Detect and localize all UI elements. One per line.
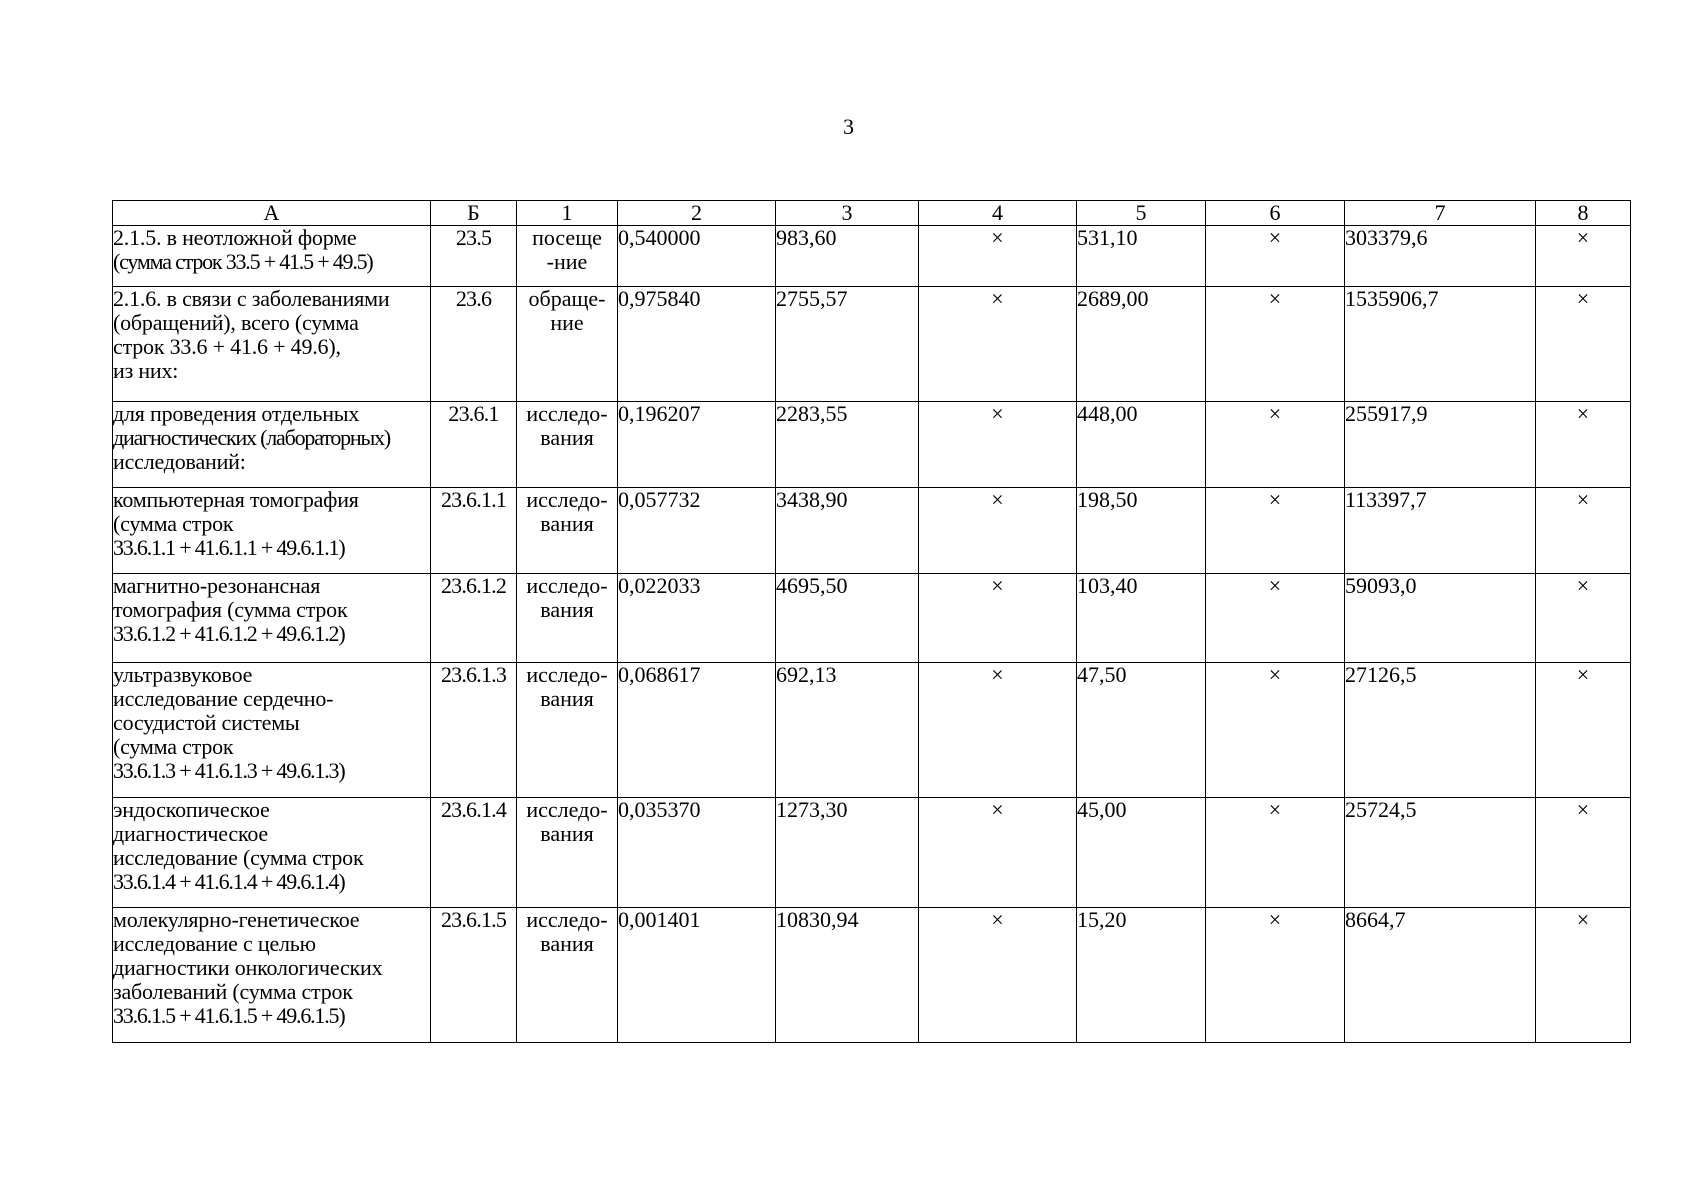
row-unit-line: исследо- <box>526 487 608 512</box>
row-name-line: сосудистой системы <box>113 710 300 735</box>
row-name-line: исследований: <box>113 449 246 474</box>
row-name-cell <box>113 402 431 488</box>
row-col-5: 531,10 <box>1077 226 1206 287</box>
row-col-7: 59093,0 <box>1345 574 1536 663</box>
row-col-3: 2283,55 <box>776 402 919 488</box>
row-col-6: × <box>1206 798 1345 908</box>
row-col-6: × <box>1206 574 1345 663</box>
row-col-4: × <box>919 226 1077 287</box>
row-code: 23.6 <box>431 287 517 402</box>
row-col-8: × <box>1536 574 1631 663</box>
row-name-line: исследование с целью <box>113 931 316 956</box>
row-name-line: заболеваний (сумма строк <box>113 979 353 1004</box>
row-name-line: 33.6.1.2 + 41.6.1.2 + 49.6.1.2) <box>113 621 345 646</box>
row-name-cell <box>113 798 431 908</box>
row-name-line: компьютерная томография <box>113 487 359 512</box>
row-col-8: × <box>1536 663 1631 798</box>
row-unit-line: вания <box>540 425 594 450</box>
row-unit <box>517 226 618 287</box>
row-col-7: 1535906,7 <box>1345 287 1536 402</box>
row-name-cell <box>113 488 431 574</box>
row-name-cell <box>113 908 431 1043</box>
row-col-4: × <box>919 402 1077 488</box>
row-col-8: × <box>1536 226 1631 287</box>
page-number: 3 <box>843 114 854 139</box>
row-code: 23.6.1.1 <box>431 488 517 574</box>
row-unit-line: исследо- <box>526 662 608 687</box>
row-col-2: 0,035370 <box>618 798 776 908</box>
row-unit-line: вания <box>540 686 594 711</box>
row-unit <box>517 287 618 402</box>
row-name-line: эндоскопическое <box>113 797 270 822</box>
row-col-4: × <box>919 287 1077 402</box>
row-col-8: × <box>1536 402 1631 488</box>
header-cell-8: 8 <box>1536 201 1631 226</box>
table-row <box>113 663 1631 798</box>
row-col-5: 15,20 <box>1077 908 1206 1043</box>
header-cell-5: 5 <box>1077 201 1206 226</box>
row-col-6: × <box>1206 663 1345 798</box>
row-unit <box>517 908 618 1043</box>
header-cell-6: 6 <box>1206 201 1345 226</box>
row-col-2: 0,001401 <box>618 908 776 1043</box>
row-code: 23.6.1.5 <box>431 908 517 1043</box>
row-col-2: 0,022033 <box>618 574 776 663</box>
row-col-7: 8664,7 <box>1345 908 1536 1043</box>
row-col-3: 4695,50 <box>776 574 919 663</box>
row-name-line: строк 33.6 + 41.6 + 49.6), <box>113 334 341 359</box>
row-unit-line: вания <box>540 597 594 622</box>
row-col-4: × <box>919 574 1077 663</box>
row-col-7: 27126,5 <box>1345 663 1536 798</box>
row-name-line: диагностическое <box>113 821 268 846</box>
row-name-line: ультразвуковое <box>113 662 253 687</box>
row-name-line: из них: <box>113 358 179 383</box>
row-name-line: исследование сердечно- <box>113 686 334 711</box>
row-col-8: × <box>1536 798 1631 908</box>
row-col-4: × <box>919 663 1077 798</box>
row-unit <box>517 663 618 798</box>
table-row <box>113 574 1631 663</box>
row-col-2: 0,975840 <box>618 287 776 402</box>
row-name-cell <box>113 226 431 287</box>
row-unit-line: исследо- <box>526 401 608 426</box>
row-col-3: 2755,57 <box>776 287 919 402</box>
row-unit <box>517 574 618 663</box>
row-code: 23.6.1.2 <box>431 574 517 663</box>
row-col-7: 303379,6 <box>1345 226 1536 287</box>
row-name-line: исследование (сумма строк <box>113 845 364 870</box>
row-name-line: для проведения отдельных <box>113 401 360 426</box>
row-col-8: × <box>1536 488 1631 574</box>
row-unit-line: ние <box>550 310 584 335</box>
table-row <box>113 287 1631 402</box>
row-unit-line: исследо- <box>526 573 608 598</box>
row-col-5: 47,50 <box>1077 663 1206 798</box>
row-unit-line: -ние <box>546 249 588 274</box>
row-name-cell <box>113 574 431 663</box>
row-col-7: 113397,7 <box>1345 488 1536 574</box>
row-col-4: × <box>919 798 1077 908</box>
row-col-7: 25724,5 <box>1345 798 1536 908</box>
row-name-line: диагностики онкологических <box>113 955 383 980</box>
row-name-line: 33.6.1.5 + 41.6.1.5 + 49.6.1.5) <box>113 1003 345 1028</box>
row-unit-line: вания <box>540 931 594 956</box>
row-unit-line: исследо- <box>526 797 608 822</box>
row-col-8: × <box>1536 908 1631 1043</box>
table-row <box>113 488 1631 574</box>
row-name-line: 2.1.5. в неотложной форме <box>113 225 357 250</box>
row-col-2: 0,540000 <box>618 226 776 287</box>
header-cell-3: 3 <box>776 201 919 226</box>
row-unit-line: посеще <box>532 225 602 250</box>
row-code: 23.6.1 <box>431 402 517 488</box>
row-name-line: (сумма строк <box>113 511 234 536</box>
row-name-cell <box>113 287 431 402</box>
row-name-line: (сумма строк <box>113 734 234 759</box>
row-col-6: × <box>1206 287 1345 402</box>
table-row <box>113 226 1631 287</box>
row-name-line: молекулярно-генетическое <box>113 907 360 932</box>
row-unit-line: обраще- <box>528 286 606 311</box>
row-col-5: 103,40 <box>1077 574 1206 663</box>
header-row <box>113 201 1631 226</box>
header-cell-1: 1 <box>517 201 618 226</box>
row-unit-line: вания <box>540 511 594 536</box>
table-row <box>113 798 1631 908</box>
row-col-5: 2689,00 <box>1077 287 1206 402</box>
data-table <box>112 200 1631 1043</box>
header-cell-b: Б <box>431 201 517 226</box>
row-col-3: 10830,94 <box>776 908 919 1043</box>
row-name-line: 33.6.1.1 + 41.6.1.1 + 49.6.1.1) <box>113 535 345 560</box>
row-col-2: 0,057732 <box>618 488 776 574</box>
row-unit <box>517 798 618 908</box>
row-col-2: 0,068617 <box>618 663 776 798</box>
row-col-3: 3438,90 <box>776 488 919 574</box>
row-unit <box>517 402 618 488</box>
row-col-3: 983,60 <box>776 226 919 287</box>
row-col-6: × <box>1206 402 1345 488</box>
row-name-line: магнитно-резонансная <box>113 573 321 598</box>
row-col-3: 692,13 <box>776 663 919 798</box>
row-col-2: 0,196207 <box>618 402 776 488</box>
row-col-4: × <box>919 908 1077 1043</box>
row-col-6: × <box>1206 488 1345 574</box>
row-name-line: диагностических (лабораторных) <box>113 425 390 450</box>
row-col-6: × <box>1206 226 1345 287</box>
header-cell-7: 7 <box>1345 201 1536 226</box>
row-unit <box>517 488 618 574</box>
row-code: 23.5 <box>431 226 517 287</box>
row-name-line: 33.6.1.3 + 41.6.1.3 + 49.6.1.3) <box>113 758 345 783</box>
row-name-line: (обращений), всего (сумма <box>113 310 359 335</box>
row-col-7: 255917,9 <box>1345 402 1536 488</box>
row-name-line: томография (сумма строк <box>113 597 348 622</box>
row-col-6: × <box>1206 908 1345 1043</box>
row-col-3: 1273,30 <box>776 798 919 908</box>
row-name-cell <box>113 663 431 798</box>
header-cell-2: 2 <box>618 201 776 226</box>
row-col-8: × <box>1536 287 1631 402</box>
row-code: 23.6.1.4 <box>431 798 517 908</box>
row-col-5: 448,00 <box>1077 402 1206 488</box>
row-code: 23.6.1.3 <box>431 663 517 798</box>
row-name-line: (сумма строк 33.5 + 41.5 + 49.5) <box>113 249 373 274</box>
row-col-5: 198,50 <box>1077 488 1206 574</box>
row-name-line: 33.6.1.4 + 41.6.1.4 + 49.6.1.4) <box>113 869 345 894</box>
header-cell-4: 4 <box>919 201 1077 226</box>
row-unit-line: вания <box>540 821 594 846</box>
table-row <box>113 908 1631 1043</box>
row-col-5: 45,00 <box>1077 798 1206 908</box>
row-name-line: 2.1.6. в связи с заболеваниями <box>113 286 390 311</box>
header-cell-a: А <box>113 201 431 226</box>
row-unit-line: исследо- <box>526 907 608 932</box>
row-col-4: × <box>919 488 1077 574</box>
table-row <box>113 402 1631 488</box>
